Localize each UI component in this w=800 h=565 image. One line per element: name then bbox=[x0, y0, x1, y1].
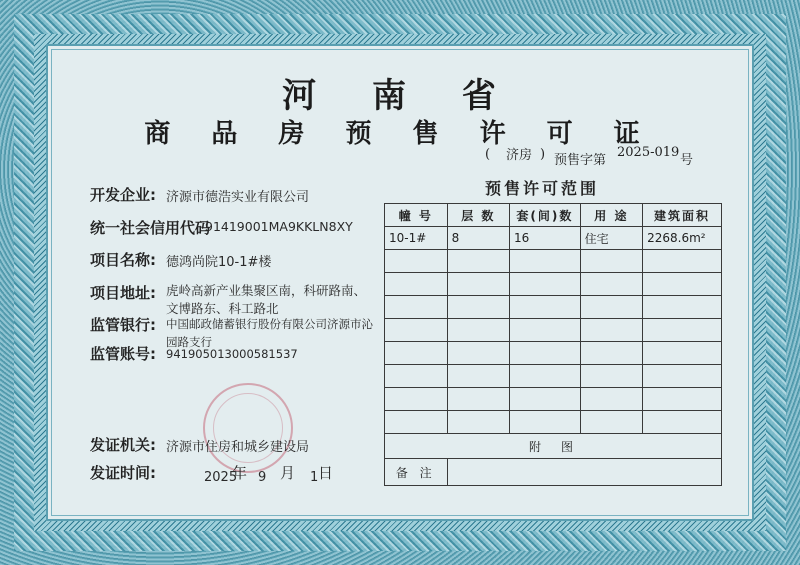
appendix-row bbox=[385, 434, 722, 459]
date-label: 发证时间: bbox=[90, 464, 156, 482]
table-row-empty bbox=[385, 365, 722, 388]
permit-suffix: 号 bbox=[680, 153, 694, 168]
cell-units: 16 bbox=[510, 227, 581, 250]
remarks-row bbox=[385, 459, 722, 486]
table-row-empty bbox=[385, 411, 722, 434]
header-building: 幢 号 bbox=[385, 204, 448, 227]
table-row-empty bbox=[385, 296, 722, 319]
appendix-label: 附 图 bbox=[385, 434, 722, 459]
account-value: 941905013000581537 bbox=[166, 347, 298, 361]
table-row-empty bbox=[385, 342, 722, 365]
header-area: 建筑面积 bbox=[643, 204, 722, 227]
issuer-value: 济源市住房和城乡建设局 bbox=[166, 440, 310, 455]
permit-number: 2025-019 bbox=[617, 145, 680, 160]
official-seal-stamp bbox=[203, 383, 293, 473]
remarks-label: 备 注 bbox=[385, 459, 448, 486]
table-row-empty bbox=[385, 319, 722, 342]
developer-value: 济源市德浩实业有限公司 bbox=[166, 190, 310, 205]
header-floors: 层 数 bbox=[447, 204, 509, 227]
cell-building: 10-1# bbox=[385, 227, 448, 250]
bank-label: 监管银行: bbox=[90, 316, 156, 334]
project-address-label: 项目地址: bbox=[90, 284, 156, 302]
date-month: 9 bbox=[258, 470, 267, 485]
scope-title: 预售许可范围 bbox=[485, 179, 600, 198]
table-row-empty bbox=[385, 250, 722, 273]
open-paren: ( bbox=[485, 147, 491, 162]
cell-area: 2268.6m² bbox=[643, 227, 722, 250]
permit-prefix: 预售字第 bbox=[554, 153, 607, 168]
credit-code-value: 91419001MA9KKLN8XY bbox=[205, 219, 353, 234]
table-row bbox=[385, 227, 722, 250]
date-year: 2025 bbox=[204, 470, 238, 485]
bank-value: 中国邮政储蓄银行股份有限公司济源市沁园路支行 bbox=[166, 317, 373, 349]
developer-label: 开发企业: bbox=[90, 186, 156, 204]
header-usage: 用 途 bbox=[580, 204, 642, 227]
date-day-unit: 日 bbox=[318, 464, 334, 482]
table-header-row bbox=[385, 204, 722, 227]
table-row-empty bbox=[385, 273, 722, 296]
date-year-unit: 年 bbox=[232, 464, 248, 482]
close-paren: ) bbox=[540, 147, 546, 162]
project-address-value: 虎岭高新产业集聚区南，科研路南、文博路东、科工路北 bbox=[166, 283, 367, 316]
project-name-label: 项目名称: bbox=[90, 251, 156, 269]
certificate-title: 商 品 房 预 售 许 可 证 bbox=[144, 119, 656, 149]
permit-city: 济房 bbox=[506, 148, 533, 163]
table-row-empty bbox=[385, 388, 722, 411]
cell-floors: 8 bbox=[447, 227, 509, 250]
issuer-label: 发证机关: bbox=[90, 436, 156, 454]
header-units: 套(间)数 bbox=[510, 204, 581, 227]
credit-code-label: 统一社会信用代码 bbox=[90, 219, 211, 237]
date-month-unit: 月 bbox=[280, 464, 296, 482]
province-title: 河 南 省 bbox=[282, 76, 518, 116]
scope-table bbox=[384, 203, 722, 486]
cell-usage: 住宅 bbox=[580, 227, 642, 250]
account-label: 监管账号: bbox=[90, 345, 156, 363]
project-name-value: 德鸿尚院10-1#楼 bbox=[166, 255, 272, 270]
date-day: 1 bbox=[310, 470, 319, 485]
